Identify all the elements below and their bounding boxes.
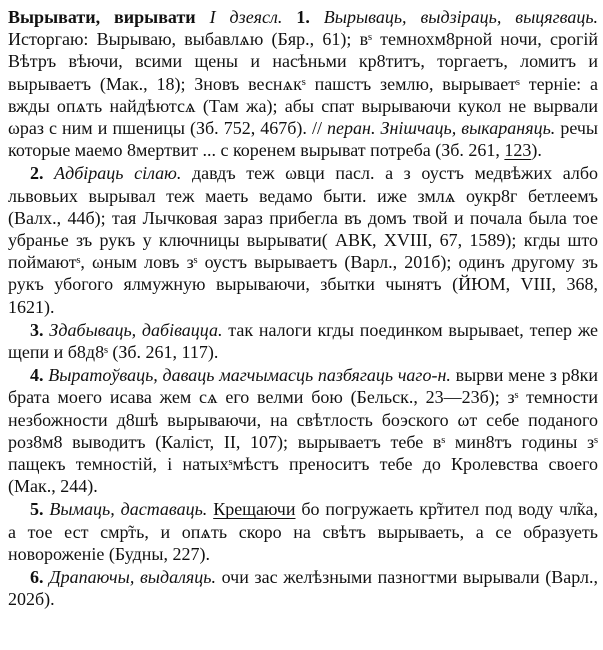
sense-gloss: Здабываць, дабівацца. (49, 319, 223, 340)
sense-1-paragraph (8, 6, 598, 161)
sense-gloss: Вымаць, даставаць. (49, 499, 208, 520)
grammar-label: І дзеясл. (209, 7, 283, 27)
sense-number: 3. (30, 319, 44, 340)
sense-5-paragraph (8, 498, 598, 565)
sense-citations: давдъ теж ωвци пасл. а з оустъ медвѣжих албо львовьих вырывал теж маеть ведамо быти. иже змлѧ оукр8г бетлеемъ (Валх., 44б); тая Лычковая зараз прибегла въ домъ твой и почала была тое убранье зъ рукъ у ключницы вырывати( АВК, XVIII, 67, 1589); кгды што поймаютˢ, ωным ловъ зˢ оустъ вырываетъ (Варл., 201б); одинъ другому зъ рукъ убогого ялмужную вырываючи, збытки чынятъ (ЙЮМ, VIII, 368, 1621). (8, 163, 599, 317)
sense-gloss: Вырываць, выдзіраць, выцягваць. (323, 7, 599, 27)
sense-6-paragraph (8, 566, 598, 610)
sense-citations: очи зас желѣзными пазногтми вырывали (Варл., 202б). (8, 567, 599, 610)
figurative-gloss: Знішчаць, выкараняць. (380, 118, 556, 139)
figurative-separator: // (311, 118, 322, 139)
headword: Вырывати, вирывати (8, 7, 196, 27)
sense-citations: вырви мене з р8ки брата моего исава жем сѧ его велми бою (Бельск., 23—23б); зˢ темности незбожности д8шѣ вырываючи, на свѣтлость боэского ωт себе поданого роз8м8 выводитъ (Каліст, ІІ, 107); вырываетъ тебе вˢ мин8тъ годины зˢ пащекъ темностій, і натыхˢмѣстъ преноситъ тебе до Кролевства своего (Мак., 244). (8, 365, 599, 497)
sense-gloss: Драпаючы, выдаляць. (49, 567, 216, 588)
figurative-label: перан. (327, 118, 376, 139)
sense-number: 1. (296, 7, 310, 27)
sense-number: 6. (30, 567, 44, 588)
citation-end: ). (531, 140, 542, 161)
underlined-word: Крещаючи (213, 499, 296, 520)
underlined-reference: 123 (504, 140, 532, 161)
sense-gloss: Адбіраць сілаю. (54, 163, 182, 184)
sense-citations: Исторгаю: Вырываю, выбавлѧю (Бяр., 61); вˢ темнохм8рной ночи, срогій Вѣтръ вѣючи, всими щены и насѣньми кр8титъ, торгаетъ, ломитъ и вырываетъ (Мак., 18); Зновъ веснѧкˢ пашстъ землю, вырываетˢ терніе: а вжды опѧть найдѣютсѧ (Там жа); абы спат вырываючи кукол не вырвали ωраз с ним и пшеницы (Зб. 752, 467б). (8, 29, 598, 139)
sense-number: 5. (30, 499, 44, 520)
figurative-citations: речы которые маемо 8мертвит ... с коренем вырыват потреба (Зб. 261, (8, 118, 599, 161)
sense-number: 2. (30, 163, 44, 184)
sense-number: 4. (30, 365, 44, 386)
sense-gloss: Выратоўваць, даваць магчымасць пазбягаць чаго-н. (48, 365, 451, 386)
sense-citations: так налоги кгды поединком вырываеt, тепер же щепи и б8д8ˢ (Зб. 261, 117). (8, 319, 599, 363)
sense-3-paragraph (8, 319, 598, 363)
sense-4-paragraph (8, 364, 598, 497)
sense-citations: бо погружаеть кр̃тител под воду чл̃ка, а тое ест смр̃ть, и опѧть скоро на свѣтъ вырываеть, а се образуеть новороженіе (Будны, 227). (8, 499, 599, 564)
sense-2-paragraph (8, 162, 598, 317)
